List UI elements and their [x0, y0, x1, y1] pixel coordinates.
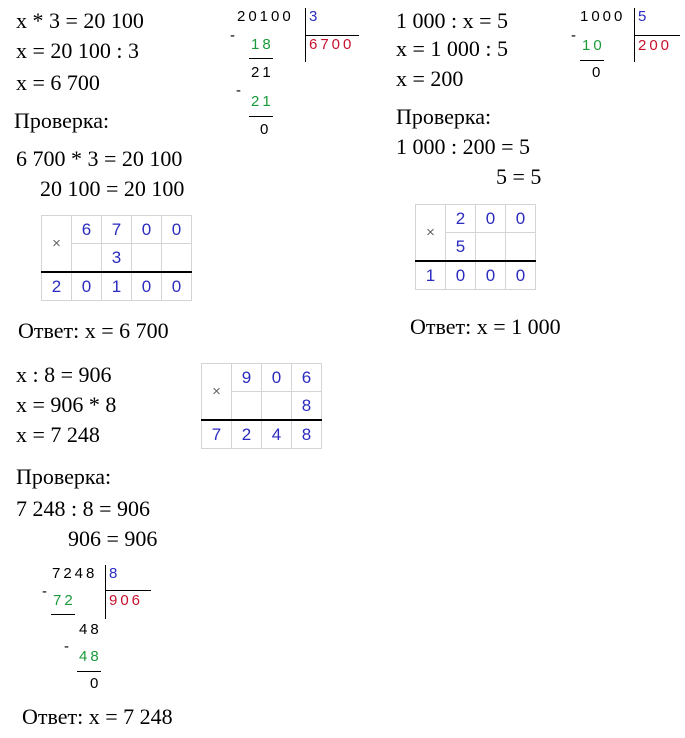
remainder: 0 [260, 121, 272, 138]
grid-digit: 1 [416, 261, 446, 290]
subtrahend: 72 [53, 592, 76, 609]
grid-digit: 6 [292, 364, 322, 392]
quotient: 906 [109, 592, 144, 609]
task3-answer: Ответ: x = 7 248 [22, 704, 173, 729]
grid-digit: 8 [292, 392, 322, 421]
task2-step: x = 1 000 : 5 [396, 36, 509, 61]
task1-answer: Ответ: x = 6 700 [18, 318, 169, 343]
grid-digit: 2 [446, 205, 476, 233]
divisor: 8 [109, 565, 121, 582]
subtrahend: 48 [79, 648, 102, 665]
grid-digit: 0 [506, 261, 536, 290]
task2-answer: Ответ: x = 1 000 [410, 314, 561, 339]
task1-multiplication-grid [41, 215, 192, 301]
grid-digit: 0 [446, 261, 476, 290]
grid-digit: 8 [292, 420, 322, 449]
task2-multiplication-grid [415, 204, 536, 290]
grid-digit: 0 [262, 364, 292, 392]
grid-digit: 0 [132, 216, 162, 244]
minus-sign: - [64, 638, 72, 655]
dividend: 7248 [52, 565, 98, 582]
task1-check-line: 6 700 * 3 = 20 100 [16, 146, 183, 171]
subtrahend: 21 [251, 93, 274, 110]
grid-digit: 7 [102, 216, 132, 244]
task2-check-line: 1 000 : 200 = 5 [396, 134, 531, 159]
task1-equation: x * 3 = 20 100 [16, 8, 144, 33]
grid-digit: 0 [132, 272, 162, 301]
grid-digit: 0 [162, 272, 192, 301]
grid-digit: 2 [42, 272, 72, 301]
divisor: 5 [638, 8, 650, 25]
grid-digit: 0 [162, 216, 192, 244]
minus-sign: - [236, 82, 244, 99]
task3-check-line: 7 248 : 8 = 906 [16, 496, 151, 521]
grid-digit: 7 [202, 420, 232, 449]
remainder: 0 [592, 64, 604, 81]
times-sign: × [416, 205, 446, 262]
times-sign: × [202, 364, 232, 421]
grid-digit: 9 [232, 364, 262, 392]
minus-sign: - [571, 27, 579, 44]
grid-digit: 5 [446, 233, 476, 262]
grid-digit: 4 [262, 420, 292, 449]
task2-check-line: 5 = 5 [496, 164, 542, 189]
dividend: 1000 [580, 8, 626, 25]
remainder: 48 [79, 621, 102, 638]
remainder: 21 [251, 64, 274, 81]
task1-check-title: Проверка: [14, 108, 110, 133]
grid-digit: 0 [476, 205, 506, 233]
task1-check-line: 20 100 = 20 100 [40, 176, 185, 201]
task2-equation: 1 000 : x = 5 [396, 8, 509, 33]
task3-equation: x : 8 = 906 [16, 362, 112, 387]
task3-multiplication-grid [201, 363, 322, 449]
task3-step: x = 906 * 8 [16, 392, 117, 417]
quotient: 6700 [309, 36, 355, 53]
task1-result: x = 6 700 [16, 70, 100, 95]
task3-check-line: 906 = 906 [68, 526, 158, 551]
remainder: 0 [90, 675, 102, 692]
grid-digit: 6 [72, 216, 102, 244]
grid-digit: 0 [72, 272, 102, 301]
subtrahend: 10 [582, 37, 605, 54]
task1-step: x = 20 100 : 3 [16, 38, 140, 63]
divisor: 3 [309, 8, 321, 25]
grid-digit: 1 [102, 272, 132, 301]
grid-digit: 0 [506, 205, 536, 233]
grid-digit: 0 [476, 261, 506, 290]
minus-sign: - [230, 27, 238, 44]
minus-sign: - [42, 583, 50, 600]
task2-check-title: Проверка: [396, 104, 492, 129]
grid-digit: 2 [232, 420, 262, 449]
grid-digit: 3 [102, 244, 132, 273]
subtrahend: 18 [251, 36, 274, 53]
dividend: 20100 [237, 8, 294, 25]
task3-result: x = 7 248 [16, 422, 100, 447]
times-sign: × [42, 216, 72, 273]
task2-result: x = 200 [396, 66, 464, 91]
task3-check-title: Проверка: [16, 464, 112, 489]
quotient: 200 [638, 37, 673, 54]
